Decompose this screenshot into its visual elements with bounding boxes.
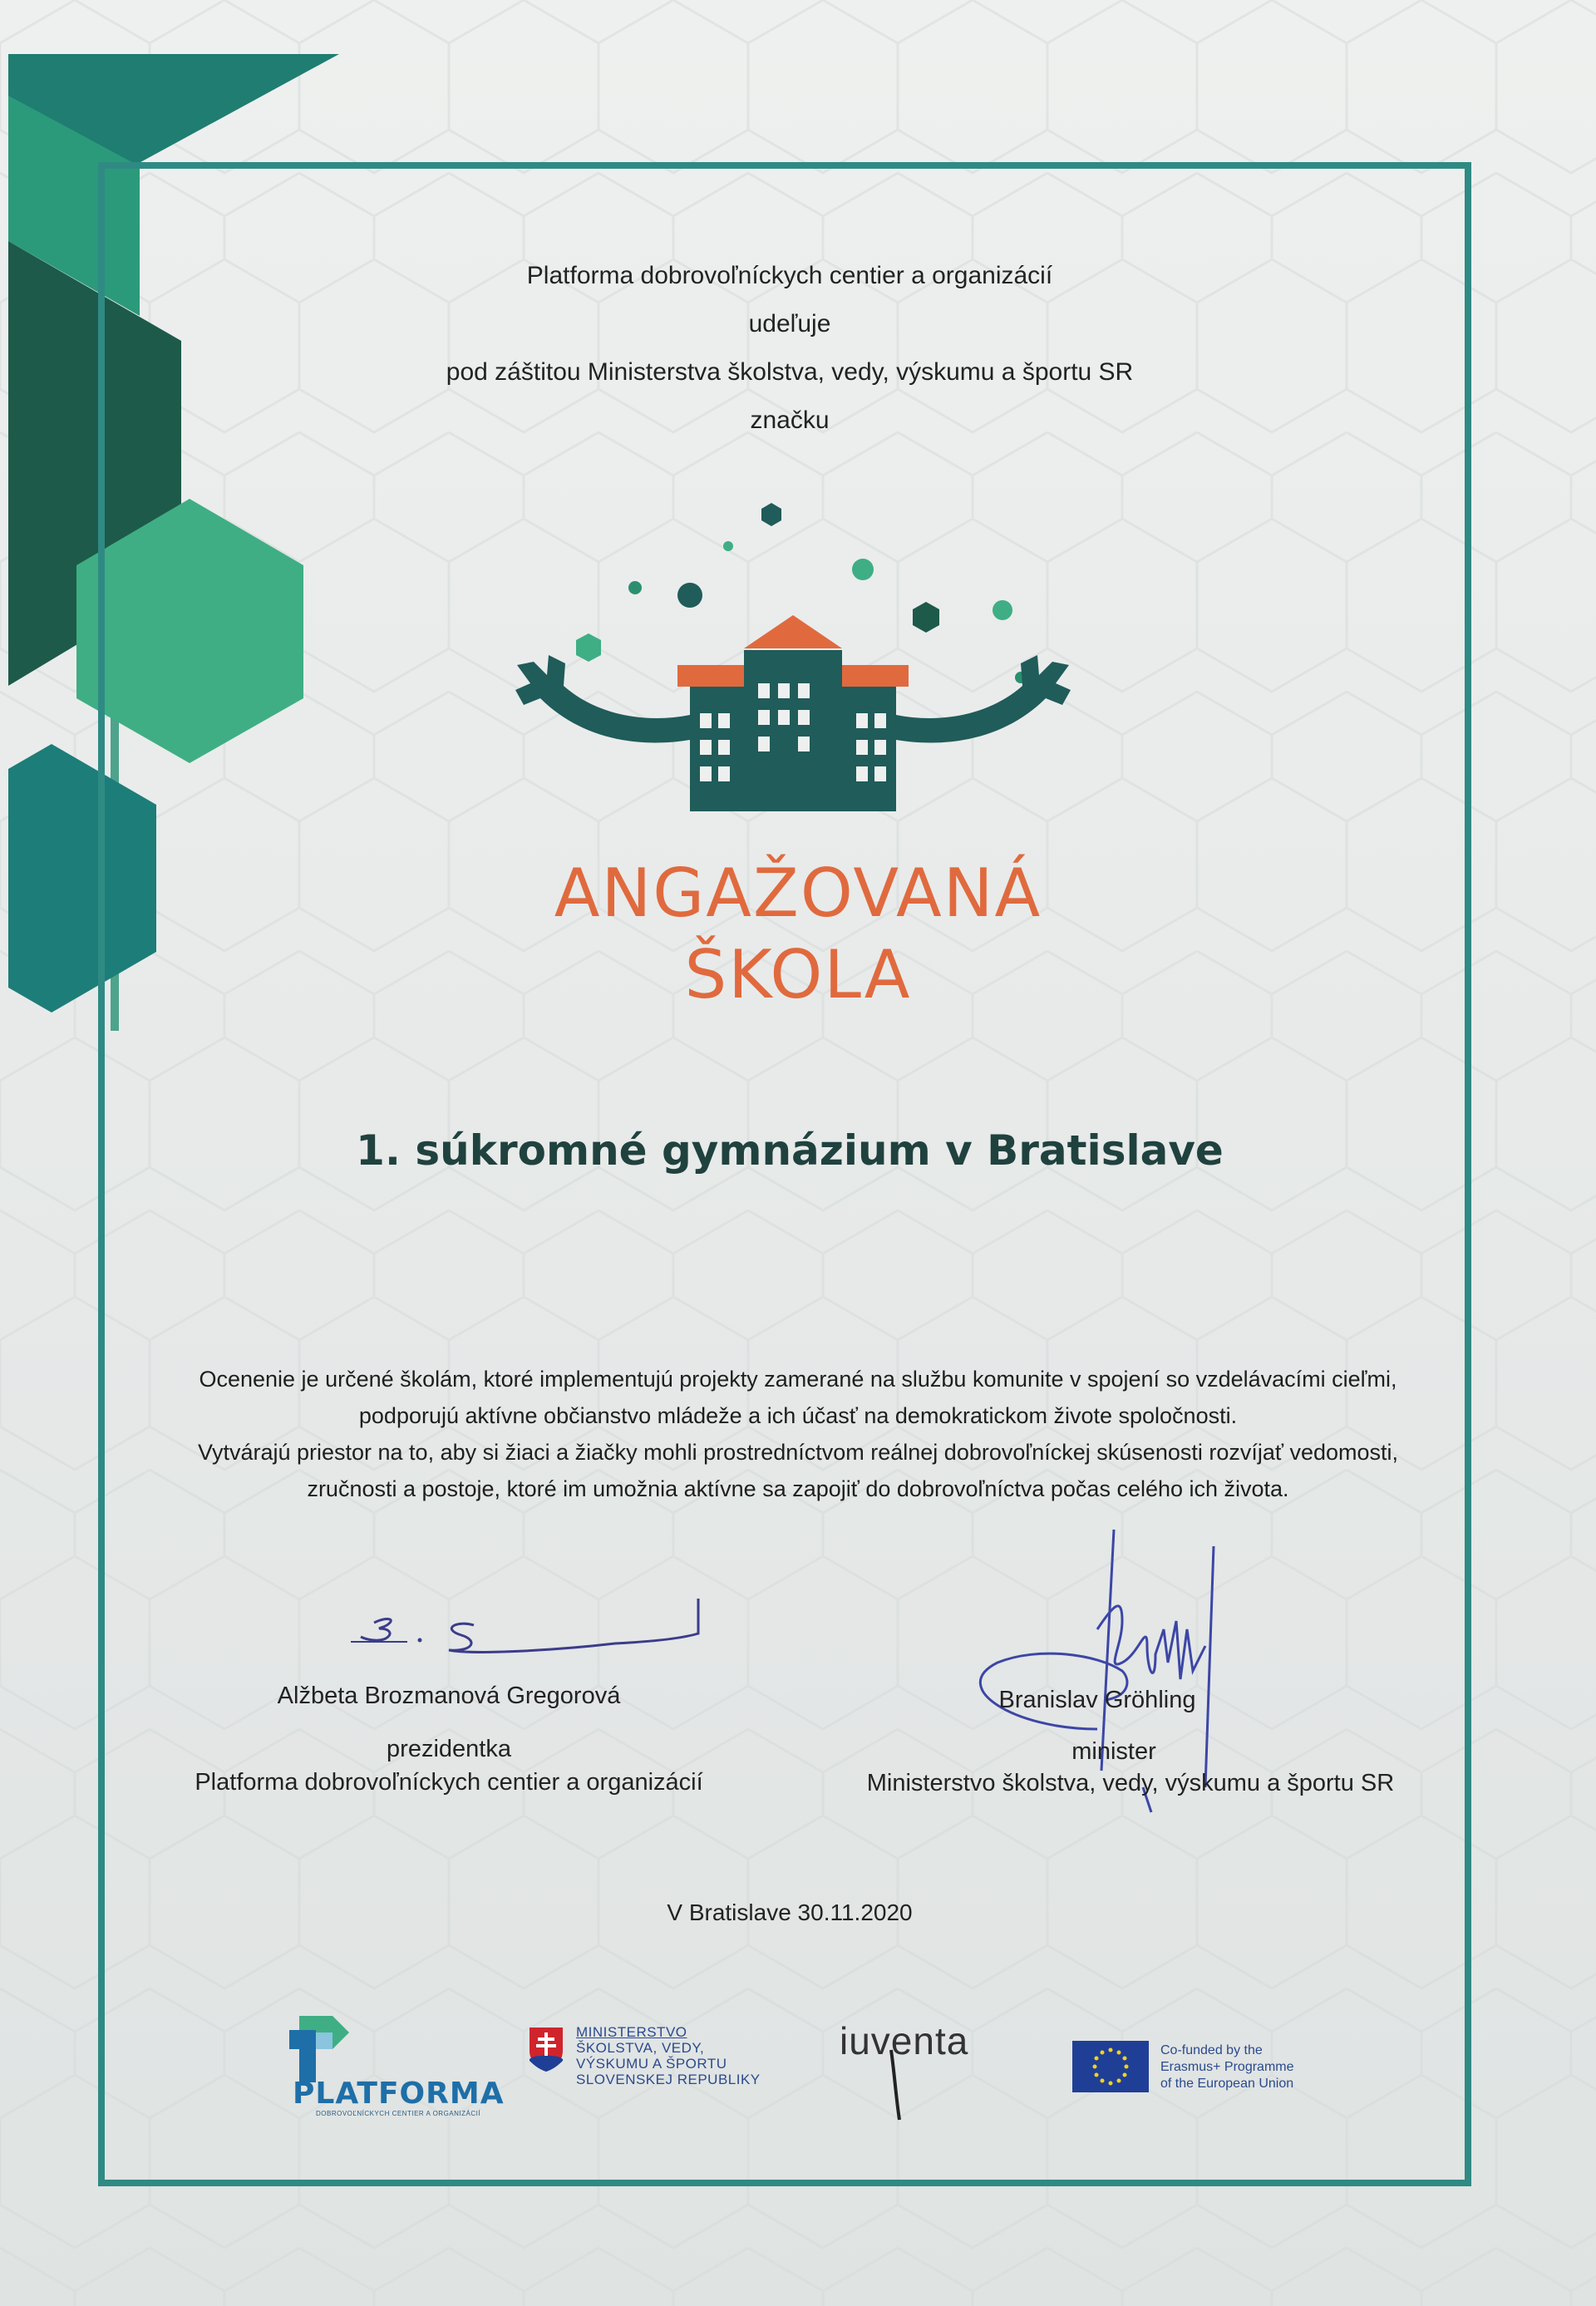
iuventa-name: iuventa [840, 2019, 969, 2062]
patronage-text: pod záštitou Ministerstva školstva, vedy, výskumu a športu SR [446, 358, 1134, 386]
right-signer-role: minister [1071, 1738, 1156, 1765]
issuer-name: Platforma dobrovoľníckych centier a organizácií [526, 262, 1053, 289]
ministry-line4: SLOVENSKEJ REPUBLIKY [576, 2072, 761, 2087]
slovak-coat-of-arms-icon [528, 2026, 564, 2072]
left-signature-image [349, 1584, 715, 1675]
recipient-school-name: 1. súkromné gymnázium v Bratislave [356, 1126, 1224, 1175]
eu-line2: Erasmus+ Programme [1160, 2060, 1294, 2074]
eu-line3: of the European Union [1160, 2077, 1294, 2091]
engaged-school-logo [515, 499, 1081, 815]
platforma-logo [283, 2012, 505, 2120]
description-line: Vytvárajú priestor na to, aby si žiaci a žiačky mohli prostredníctvom reálnej dobrovoľníckej skúsenosti rozvíjať vedomosti, [197, 1440, 1399, 1465]
brand-title-line2: ŠKOLA [684, 936, 912, 1013]
right-signer-name: Branislav Gröhling [998, 1687, 1196, 1713]
platforma-subtitle: DOBROVOĽNÍCKYCH CENTIER A ORGANIZÁCIÍ [316, 2110, 481, 2117]
platforma-name: PLATFORMA [293, 2077, 505, 2111]
left-signer-organization: Platforma dobrovoľníckych centier a organizácií [195, 1769, 703, 1796]
description-line: podporujú aktívne občianstvo mládeže a ich účasť na demokratickom živote spoločnosti. [358, 1403, 1238, 1428]
ministry-line1: MINISTERSTVO [576, 2024, 687, 2040]
iuventa-stroke-icon [883, 2048, 908, 2123]
brand-title-line1: ANGAŽOVANÁ [554, 855, 1042, 932]
awards-verb: udeľuje [748, 310, 831, 338]
description-line: Ocenenie je určené školám, ktoré implementujú projekty zamerané na službu komunite v spojení so vzdelávacími cieľmi, [199, 1367, 1397, 1392]
ministry-logo [528, 2024, 794, 2107]
ministry-line2: ŠKOLSTVA, VEDY, [576, 2040, 705, 2056]
erasmus-eu-logo [1072, 2041, 1347, 2099]
left-signer-block [183, 1679, 715, 1799]
eu-line1: Co-funded by the [1160, 2043, 1263, 2057]
left-signer-role: prezidentka [387, 1736, 511, 1762]
award-description [125, 1361, 1471, 1507]
platforma-emblem-icon [283, 2012, 357, 2082]
issuer-statement [249, 252, 1330, 445]
issue-date: V Bratislave 30.11.2020 [667, 1899, 913, 1925]
ministry-line3: VÝSKUMU A ŠPORTU [576, 2056, 727, 2072]
iuventa-logo [840, 2012, 1006, 2128]
right-signer-organization: Ministerstvo školstva, vedy, výskumu a športu SR [866, 1770, 1395, 1796]
eu-flag-icon [1072, 2041, 1149, 2092]
left-signer-name: Alžbeta Brozmanová Gregorová [277, 1683, 621, 1709]
badge-word: značku [750, 407, 830, 434]
description-line: zručnosti a postoje, ktoré im umožnia aktívne sa zapojiť do dobrovoľníctva počas celého ich života. [307, 1476, 1289, 1501]
